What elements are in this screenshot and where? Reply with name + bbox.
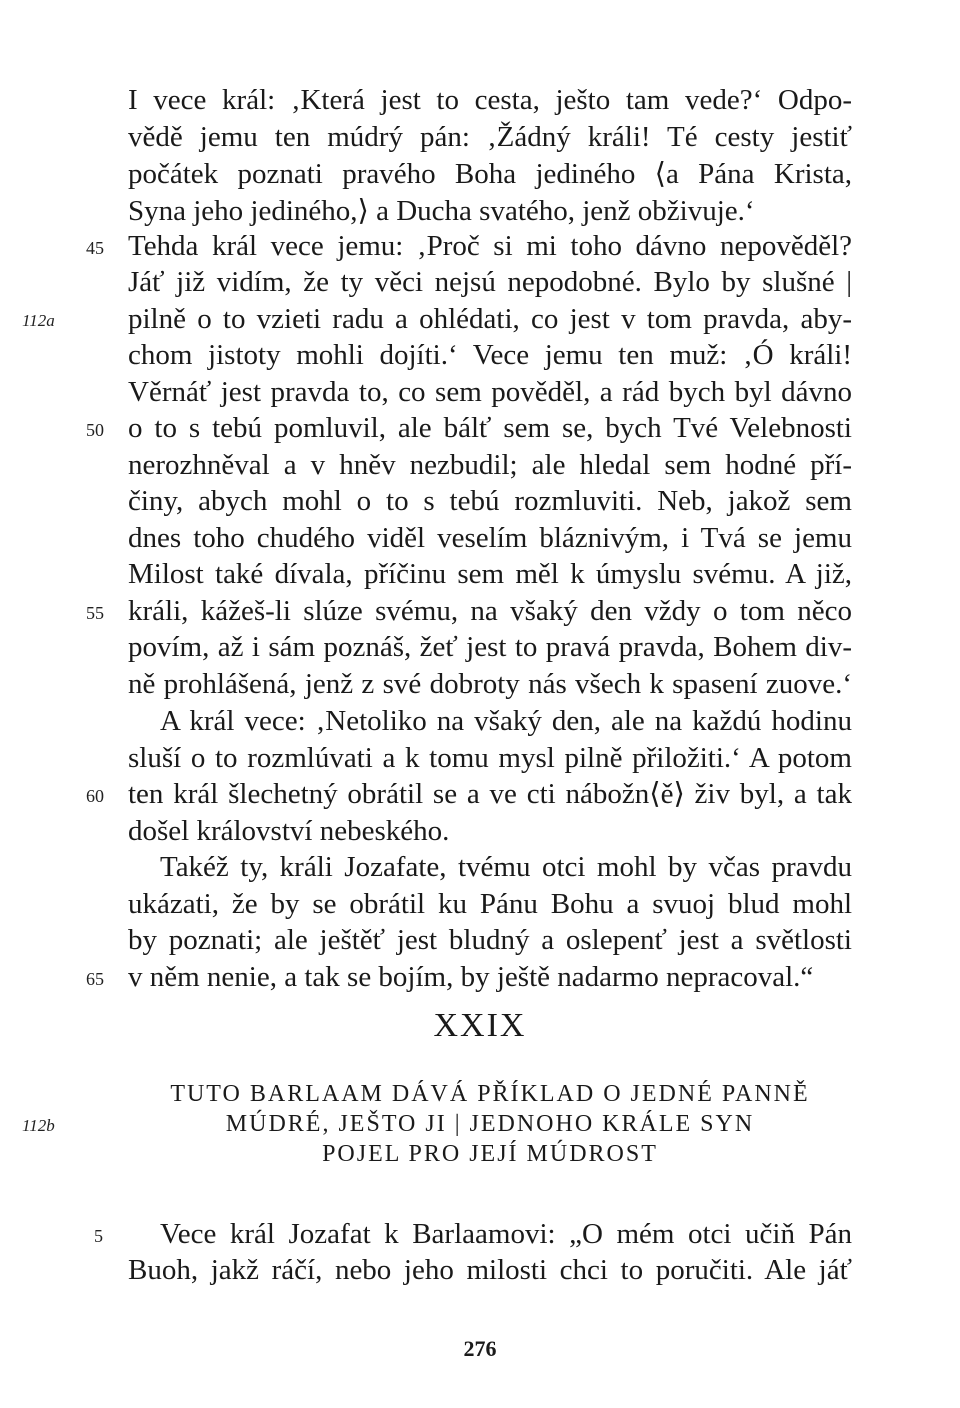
text-line: Věrnáť jest pravda to, co sem pověděl, a rád bych byl dávno	[128, 376, 852, 408]
text-line: ten král šlechetný obrátil se a ve cti nábožn⟨ě⟩ živ byl, a tak	[128, 778, 852, 810]
text-line: pilně o to vzieti radu a ohlédati, co jest v tom pravda, aby-	[128, 303, 852, 335]
text-line: vědě jemu ten múdrý pán: ‚Žádný králi! Té cesty jestiť	[128, 121, 852, 153]
line-number: 60	[86, 786, 104, 806]
chapter-heading-line: MÚDRÉ, JEŠTO JI | JEDNOHO KRÁLE SYN	[225, 1111, 755, 1137]
text-line: Jáť již vidím, že ty věci nejsú nepodobné. Bylo by slušné |	[128, 266, 852, 298]
text-line: chom jistoty mohli dojíti.‘ Vece jemu ten muž: ‚Ó králi!	[128, 339, 852, 371]
text-line: Milost také dívala, příčinu sem měl k úmyslu svému. A již,	[128, 558, 852, 590]
chapter-heading-line: POJEL PRO JEJÍ MÚDROST	[322, 1141, 658, 1167]
text-line: A král vece: ‚Netoliko na všaký den, ale na každú hodinu	[160, 705, 852, 737]
page-number: 276	[463, 1336, 497, 1361]
line-number: 50	[86, 420, 104, 440]
text-line: ukázati, že by se obrátil ku Pánu Bohu a svuoj blud mohl	[128, 888, 852, 920]
text-line: počátek poznati pravého Boha jediného ⟨a Pána Krista,	[128, 158, 852, 190]
text-line: v něm nenie, a tak se bojím, by ještě nadarmo nepracoval.“	[128, 961, 814, 993]
text-line: králi, kážeš-li slúze svému, na všaký den vždy o tom něco	[128, 595, 852, 627]
text-line: Syna jeho jediného,⟩ a Ducha svatého, jenž obživuje.‘	[128, 195, 755, 227]
folio-marker: 112a	[22, 311, 55, 330]
text-line: I vece král: ‚Která jest to cesta, ješto tam vede?‘ Odpo-	[128, 84, 852, 116]
text-line: by poznati; ale ještěť jest bludný a oslepenť jest a světlosti	[128, 924, 852, 956]
text-line: Vece král Jozafat k Barlaamovi: „O mém otci učiň Pán	[160, 1218, 852, 1250]
folio-marker: 112b	[22, 1116, 55, 1135]
line-number: 45	[86, 238, 104, 258]
text-line: došel království nebeského.	[128, 815, 450, 847]
text-line: nerozhněval a v hněv nezbudil; ale hledal sem hodné pří-	[128, 449, 852, 481]
line-number: 55	[86, 603, 104, 623]
chapter-heading-line: TUTO BARLAAM DÁVÁ PŘÍKLAD O JEDNÉ PANNĚ	[170, 1081, 810, 1107]
text-line: Tehda král vece jemu: ‚Proč si mi toho dávno nepověděl?	[128, 230, 852, 262]
text-line: Takéž ty, králi Jozafate, tvému otci mohl by včas pravdu	[160, 851, 852, 883]
line-number: 65	[86, 969, 104, 989]
line-number: 5	[94, 1226, 103, 1246]
text-line: ně prohlášená, jenž z své dobroty nás všech k spasení zuove.‘	[128, 668, 852, 700]
text-line: o to s tebú pomluvil, ale bálť sem se, bych Tvé Velebnosti	[128, 412, 852, 444]
text-line: činy, abych mohl o to s tebú rozmluviti. Neb, jakož sem	[128, 485, 852, 517]
text-line: dnes toho chudého viděl veselím bláznivým, i Tvá se jemu	[128, 522, 852, 554]
text-line: Buoh, jakž ráčí, nebo jeho milosti chci to poručiti. Ale jáť	[128, 1254, 852, 1286]
text-line: povím, až i sám poznáš, žeť jest to pravá pravda, Bohem div-	[128, 631, 852, 663]
chapter-number: XXIX	[433, 1007, 527, 1044]
text-line: sluší o to rozmlúvati a k tomu mysl pilně přiložiti.‘ A potom	[128, 742, 852, 774]
